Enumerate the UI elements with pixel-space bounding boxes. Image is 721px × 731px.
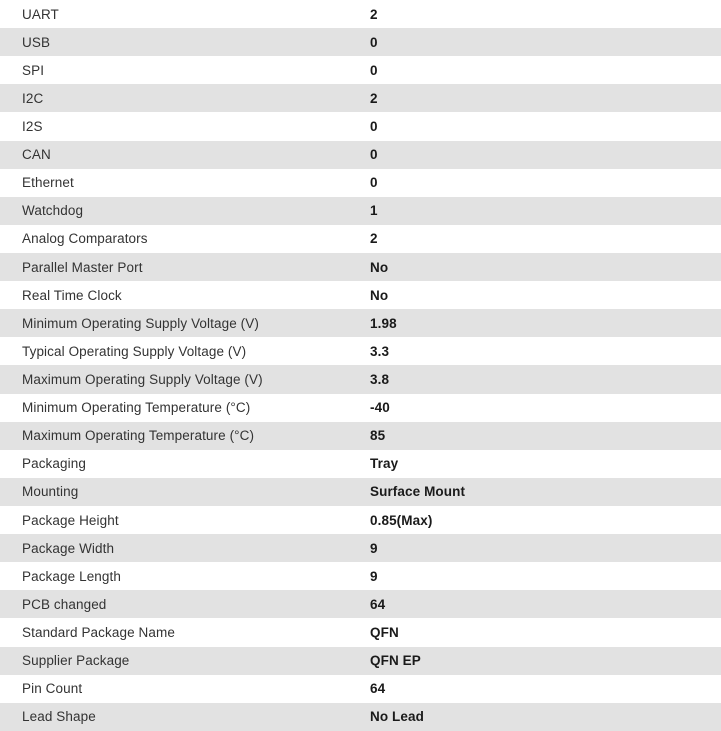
spec-row xyxy=(0,253,721,281)
spec-row xyxy=(0,84,721,112)
spec-row xyxy=(0,337,721,365)
spec-attribute-value: No Lead xyxy=(370,709,424,725)
spec-attribute-label: Standard Package Name xyxy=(22,624,175,640)
spec-attribute-label: Ethernet xyxy=(22,175,74,191)
spec-attribute-label: Analog Comparators xyxy=(22,231,148,247)
spec-attribute-label: Supplier Package xyxy=(22,653,130,669)
spec-row xyxy=(0,562,721,590)
spec-attribute-label: PCB changed xyxy=(22,596,107,612)
spec-attribute-value: 0 xyxy=(370,62,378,78)
spec-attribute-label: Parallel Master Port xyxy=(22,259,143,275)
spec-attribute-label: Package Width xyxy=(22,540,115,556)
spec-attribute-label: Mounting xyxy=(22,484,79,500)
spec-attribute-label: SPI xyxy=(22,62,45,78)
spec-attribute-value: 0.85(Max) xyxy=(370,512,433,528)
spec-attribute-value: -40 xyxy=(370,400,390,416)
spec-attribute-value: 64 xyxy=(370,596,386,612)
spec-attribute-value: 2 xyxy=(370,6,378,22)
spec-attribute-label: UART xyxy=(22,6,59,22)
spec-attribute-label: Maximum Operating Supply Voltage (V) xyxy=(22,371,263,387)
spec-row xyxy=(0,506,721,534)
spec-attribute-value: 2 xyxy=(370,90,378,106)
spec-row xyxy=(0,703,721,731)
spec-attribute-value: No xyxy=(370,287,389,303)
spec-attribute-value: 85 xyxy=(370,428,386,444)
spec-attribute-value: QFN xyxy=(370,624,399,640)
spec-row xyxy=(0,534,721,562)
spec-attribute-label: Watchdog xyxy=(22,203,84,219)
spec-attribute-value: 0 xyxy=(370,175,378,191)
spec-attribute-value: Tray xyxy=(370,456,399,472)
spec-row xyxy=(0,675,721,703)
spec-attribute-label: Typical Operating Supply Voltage (V) xyxy=(22,343,247,359)
spec-attribute-value: 3.8 xyxy=(370,371,390,387)
spec-row xyxy=(0,56,721,84)
spec-attribute-label: Real Time Clock xyxy=(22,287,122,303)
spec-attribute-value: 9 xyxy=(370,568,378,584)
spec-attribute-label: Maximum Operating Temperature (°C) xyxy=(22,428,255,444)
spec-row xyxy=(0,28,721,56)
spec-attribute-label: I2S xyxy=(22,118,43,134)
spec-attribute-value: No xyxy=(370,259,389,275)
spec-attribute-value: 9 xyxy=(370,540,378,556)
spec-row xyxy=(0,590,721,618)
spec-attribute-label: Minimum Operating Temperature (°C) xyxy=(22,400,251,416)
spec-row xyxy=(0,141,721,169)
spec-attribute-label: Minimum Operating Supply Voltage (V) xyxy=(22,315,259,331)
spec-row xyxy=(0,394,721,422)
spec-attribute-label: Package Height xyxy=(22,512,119,528)
spec-row xyxy=(0,478,721,506)
spec-row xyxy=(0,281,721,309)
spec-attribute-label: Lead Shape xyxy=(22,709,96,725)
spec-attribute-value: 1 xyxy=(370,203,378,219)
spec-row xyxy=(0,647,721,675)
spec-attribute-value: 64 xyxy=(370,681,386,697)
spec-row xyxy=(0,197,721,225)
spec-attribute-label: I2C xyxy=(22,90,44,106)
spec-attribute-value: Surface Mount xyxy=(370,484,466,500)
spec-row xyxy=(0,169,721,197)
spec-row xyxy=(0,422,721,450)
spec-attribute-value: 0 xyxy=(370,34,378,50)
spec-attribute-label: USB xyxy=(22,34,51,50)
spec-row xyxy=(0,618,721,646)
spec-row xyxy=(0,450,721,478)
spec-attribute-value: 0 xyxy=(370,118,378,134)
spec-attribute-value: 0 xyxy=(370,147,378,163)
spec-attribute-label: Pin Count xyxy=(22,681,83,697)
spec-row xyxy=(0,0,721,28)
spec-attribute-label: Package Length xyxy=(22,568,121,584)
spec-attribute-value: 2 xyxy=(370,231,378,247)
spec-attribute-value: 3.3 xyxy=(370,343,390,359)
spec-attribute-label: Packaging xyxy=(22,456,86,472)
spec-attribute-value: 1.98 xyxy=(370,315,397,331)
spec-row xyxy=(0,365,721,393)
spec-row xyxy=(0,112,721,140)
spec-attribute-value: QFN EP xyxy=(370,653,421,669)
spec-row xyxy=(0,225,721,253)
spec-attribute-label: CAN xyxy=(22,147,51,163)
spec-row xyxy=(0,309,721,337)
